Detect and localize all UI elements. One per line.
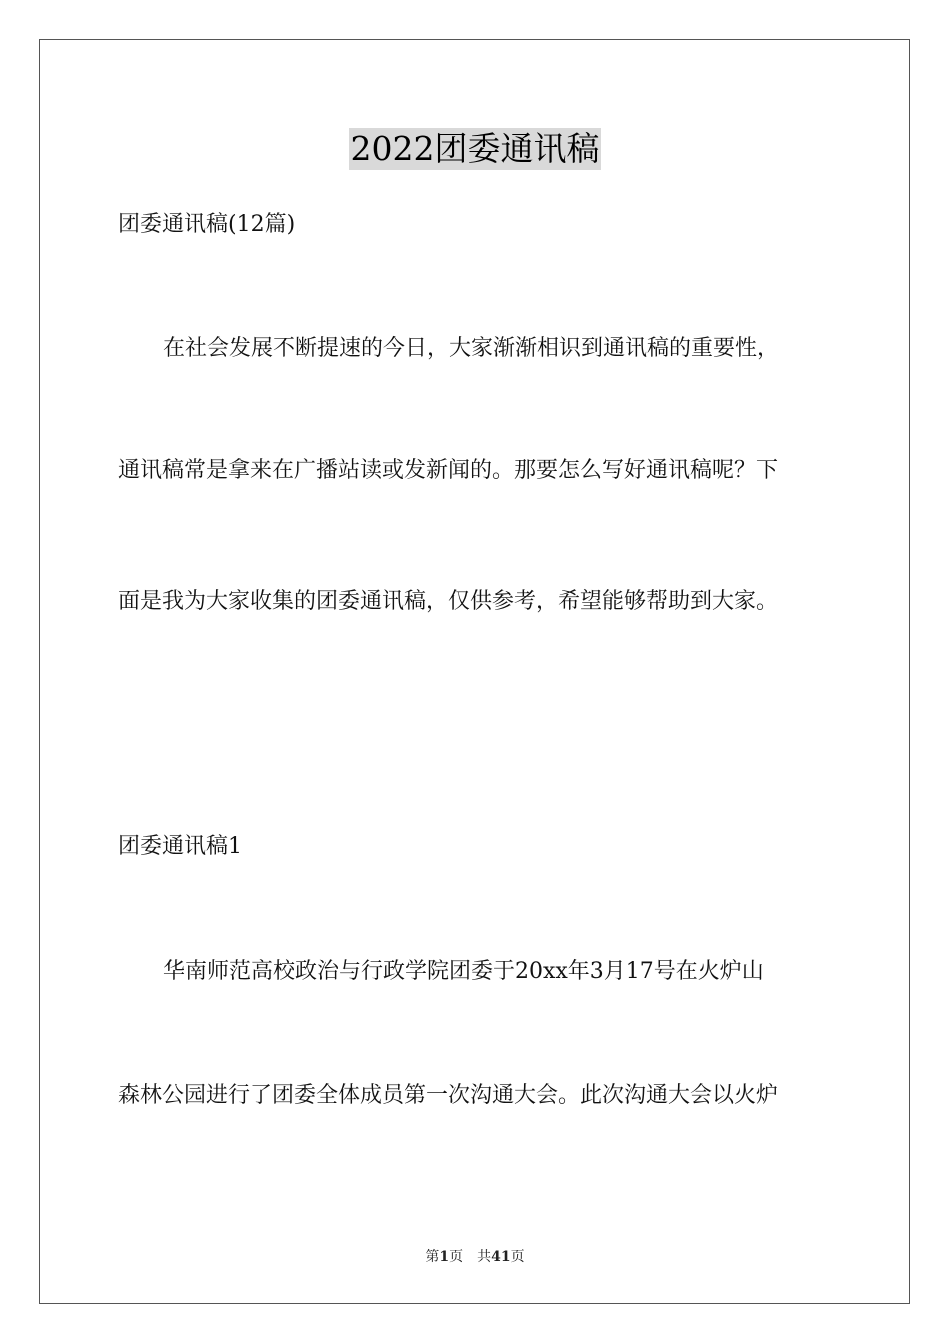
footer-total-pages: 41 <box>491 1249 511 1265</box>
page-footer <box>0 1247 950 1267</box>
footer-page-suffix: 页 <box>449 1249 464 1265</box>
intro-line-3: 面是我为大家收集的团委通讯稿，仅供参考，希望能够帮助到大家。 <box>118 589 779 614</box>
intro-line-1: 在社会发展不断提速的今日，大家渐渐相识到通讯稿的重要性， <box>163 336 780 361</box>
footer-total-prefix: 共 <box>477 1249 492 1265</box>
footer-total-suffix: 页 <box>510 1249 525 1265</box>
footer-page-prefix: 第 <box>425 1249 440 1265</box>
body-line-1: 华南师范高校政治与行政学院团委于20xx年3月17号在火炉山 <box>163 959 764 984</box>
section-heading: 团委通讯稿1 <box>118 834 242 859</box>
title-container <box>0 128 950 170</box>
footer-page-number: 1 <box>439 1249 450 1265</box>
intro-line-2: 通讯稿常是拿来在广播站读或发新闻的。那要怎么写好通讯稿呢？下 <box>118 458 779 483</box>
body-line-2: 森林公园进行了团委全体成员第一次沟通大会。此次沟通大会以火炉 <box>118 1083 779 1108</box>
document-subtitle: 团委通讯稿(12篇) <box>118 212 296 237</box>
document-title: 2022团委通讯稿 <box>350 129 600 168</box>
